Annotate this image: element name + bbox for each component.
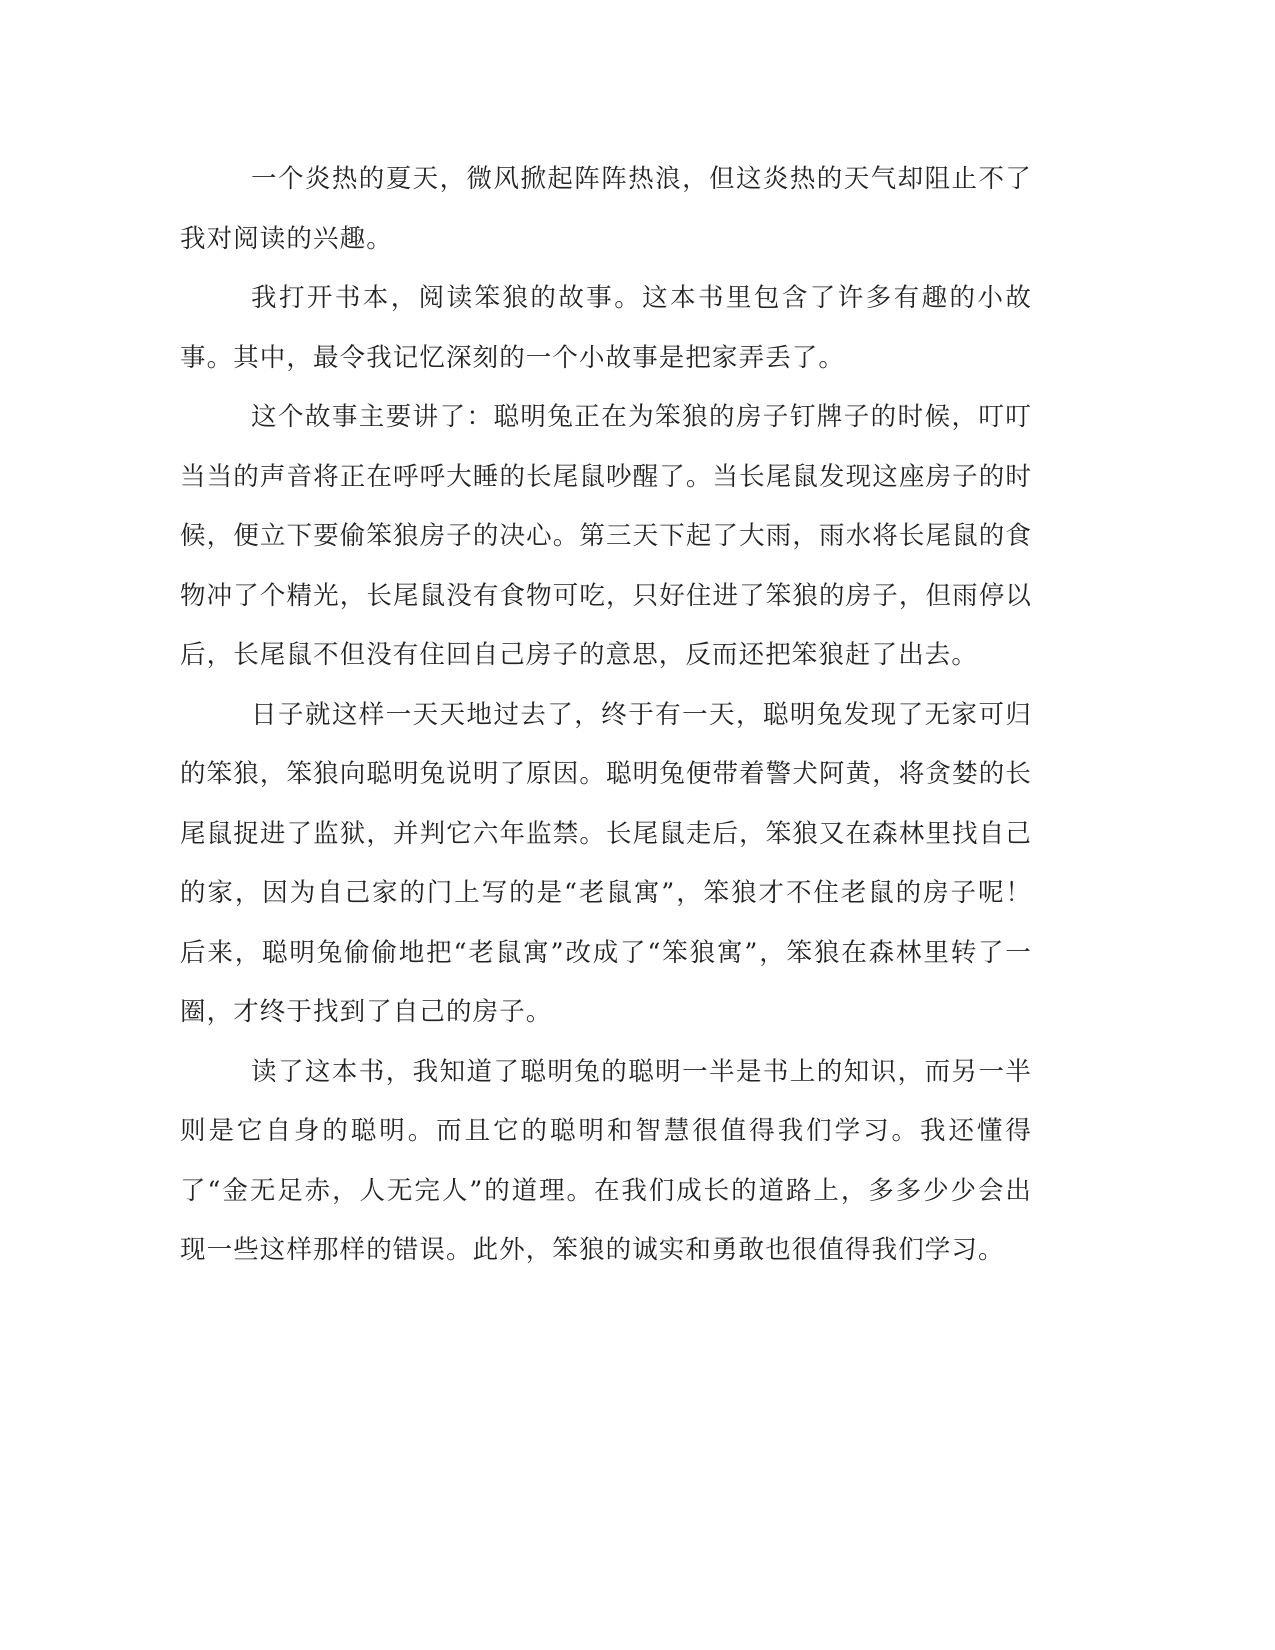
paragraph-1: 一个炎热的夏天，微风掀起阵阵热浪，但这炎热的天气却阻止不了我对阅读的兴趣。 [180,164,1032,254]
document-body [180,150,1032,1281]
paragraph-2: 我打开书本，阅读笨狼的故事。这本书里包含了许多有趣的小故事。其中，最令我记忆深刻的一个小故事是把家弄丢了。 [180,283,1032,373]
paragraph-4: 日子就这样一天天地过去了，终于有一天，聪明兔发现了无家可归的笨狼，笨狼向聪明兔说明了原因。聪明兔便带着警犬阿黄，将贪婪的长尾鼠捉进了监狱，并判它六年监禁。长尾鼠走后，笨狼又在森林里找自己的家，因为自己家的门上写的是“老鼠寓”，笨狼才不住老鼠的房子呢！后来，聪明兔偷偷地把“老鼠寓”改成了“笨狼寓”，笨狼在森林里转了一圈，才终于找到了自己的房子。 [180,699,1032,1027]
paragraph-5: 读了这本书，我知道了聪明兔的聪明一半是书上的知识，而另一半则是它自身的聪明。而且它的聪明和智慧很值得我们学习。我还懂得了“金无足赤，人无完人”的道理。在我们成长的道路上，多多少少会出现一些这样那样的错误。此外，笨狼的诚实和勇敢也很值得我们学习。 [180,1056,1032,1265]
paragraph-3: 这个故事主要讲了：聪明兔正在为笨狼的房子钉牌子的时候，叮叮当当的声音将正在呼呼大睡的长尾鼠吵醒了。当长尾鼠发现这座房子的时候，便立下要偷笨狼房子的决心。第三天下起了大雨，雨水将长尾鼠的食物冲了个精光，长尾鼠没有食物可吃，只好住进了笨狼的房子，但雨停以后，长尾鼠不但没有住回自己房子的意思，反而还把笨狼赶了出去。 [180,402,1032,670]
